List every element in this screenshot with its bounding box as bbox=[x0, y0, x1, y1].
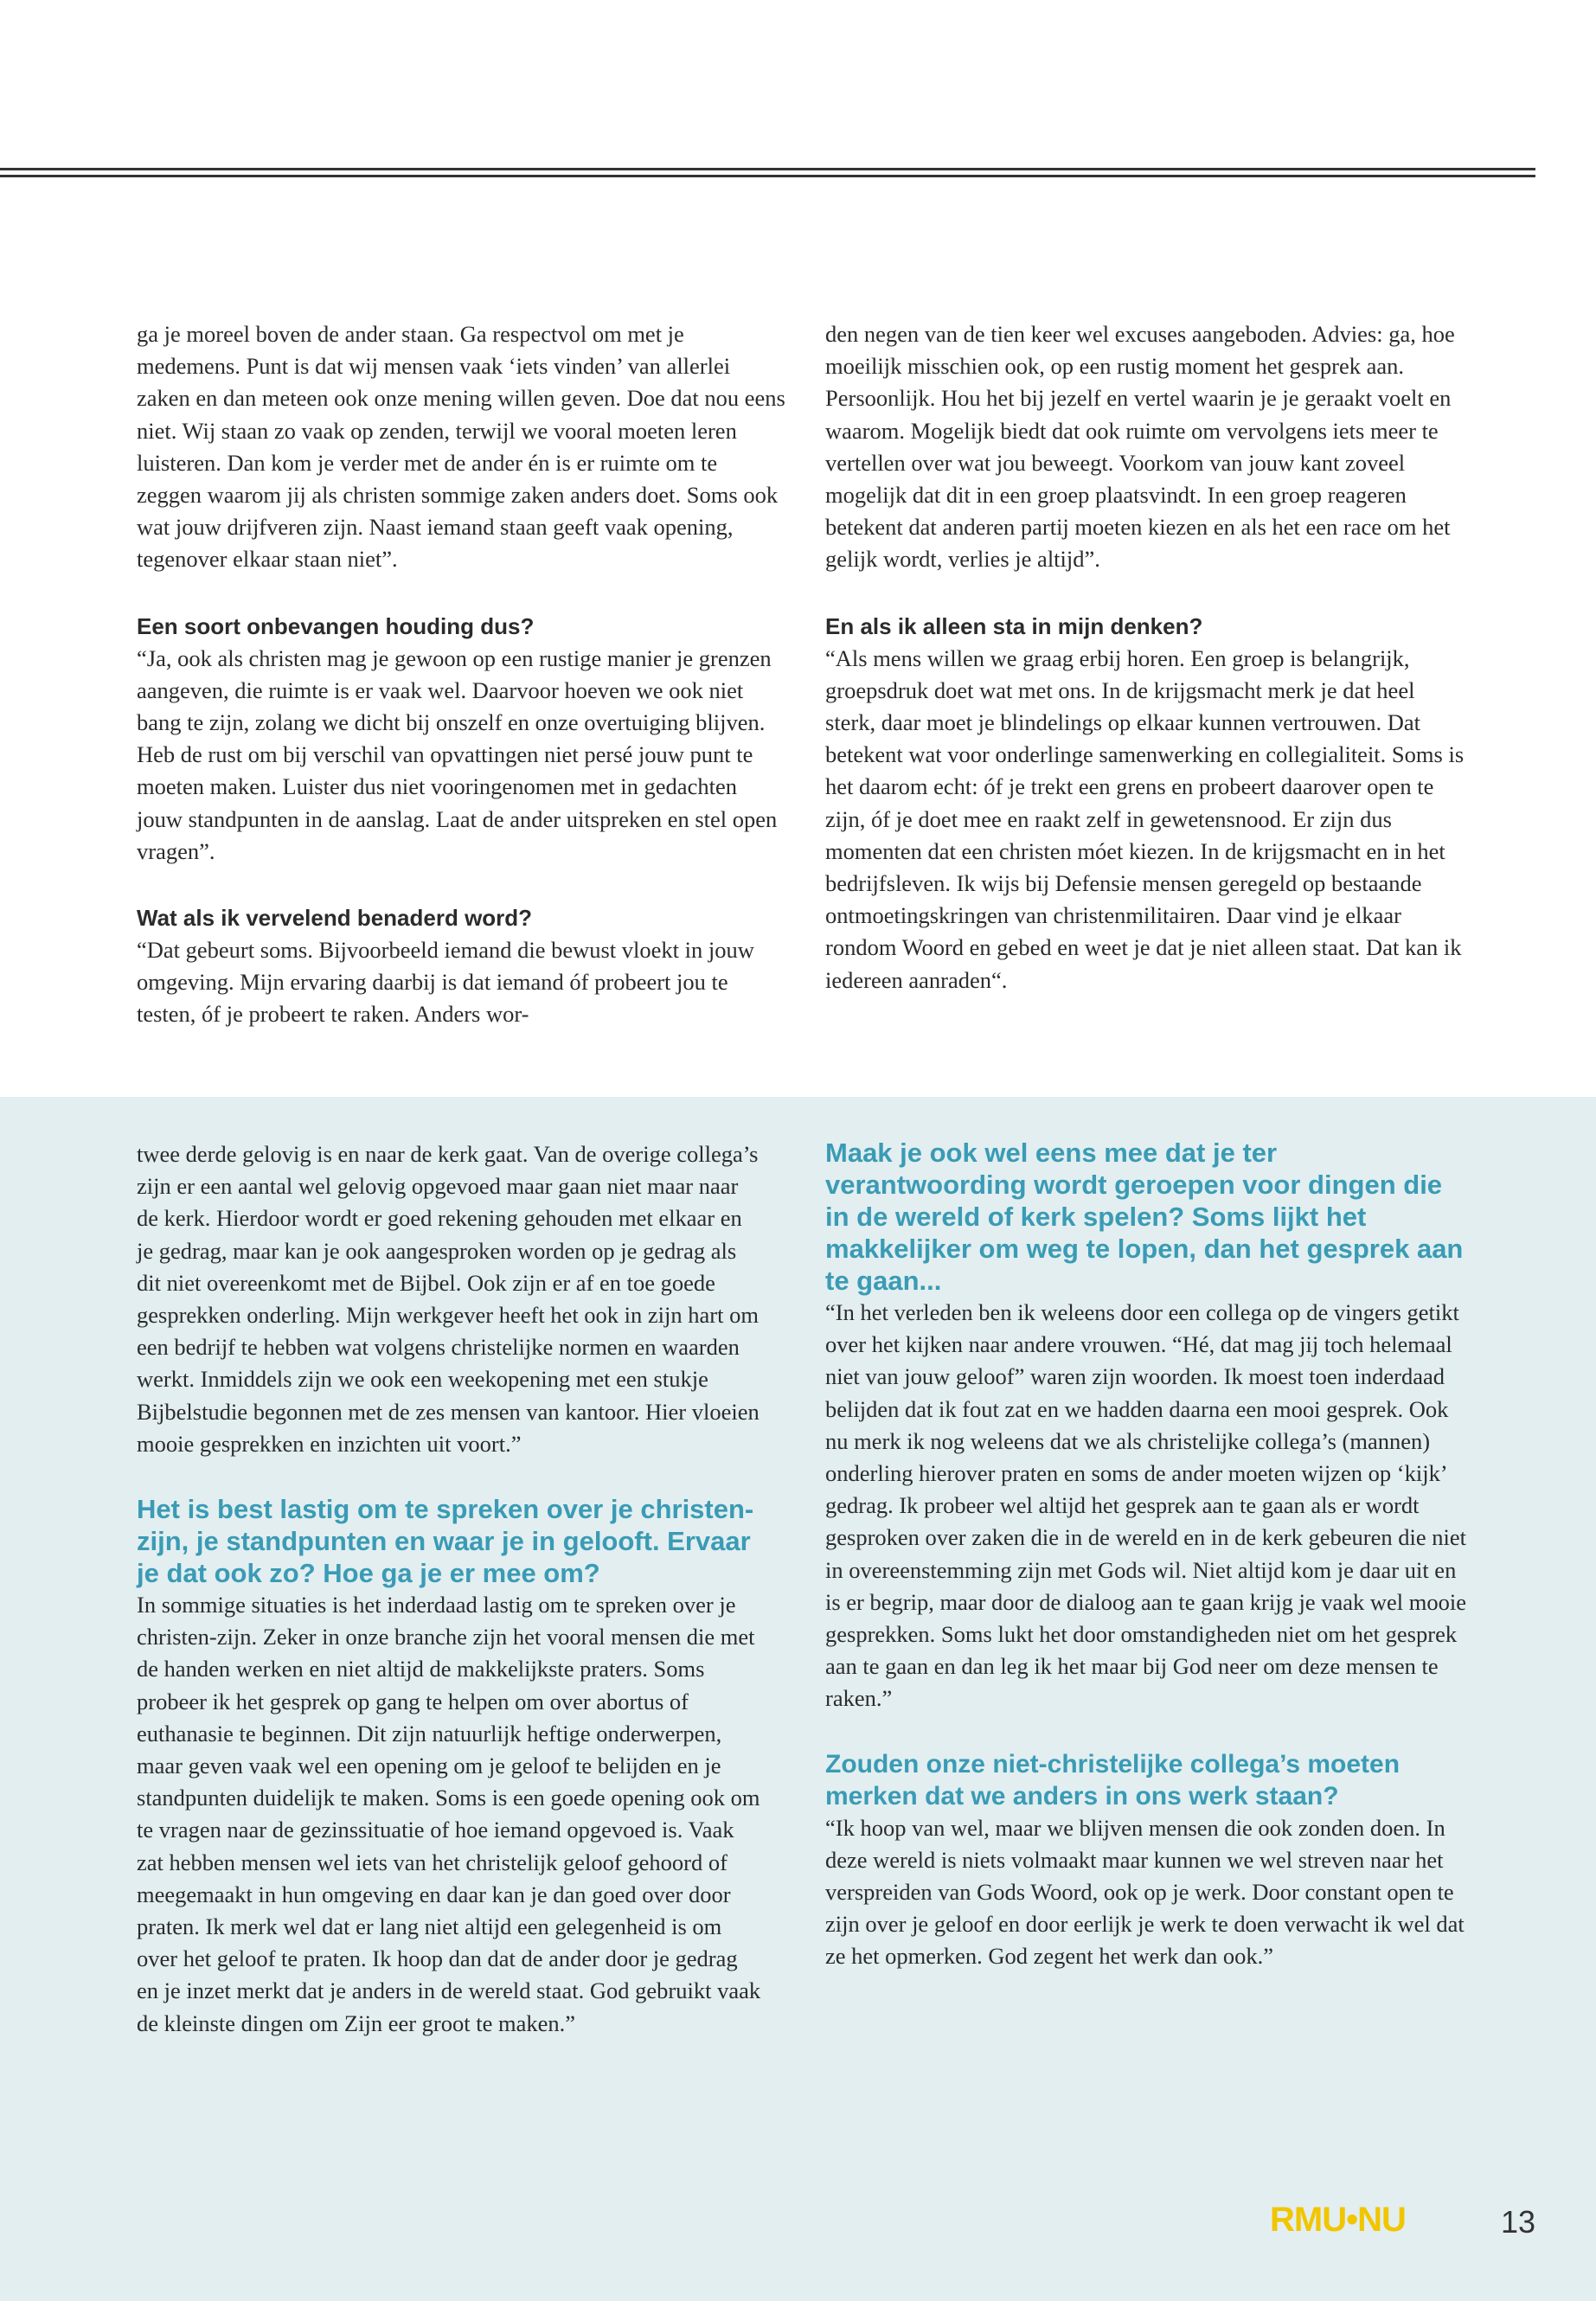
header-rule-bottom bbox=[0, 175, 1535, 177]
page-number: 13 bbox=[1501, 2204, 1536, 2240]
header-rule-top bbox=[0, 168, 1535, 170]
panel-right-column bbox=[825, 1137, 1470, 1973]
paragraph: ga je moreel boven de ander staan. Ga respectvol om met je medemens. Punt is dat wij mensen vaak ‘iets vinden’ van allerlei zaken en dan meteen ook onze mening willen geven. Doe dat nou eens niet. Wij staan zo vaak op zenden, terwijl we vooral moeten leren luisteren. Dan kom je verder met de ander én is er ruimte om te zeggen waarom jij als christen sommige zaken anders doet. Soms ook wat jouw drijfveren zijn. Naast iemand staan geeft vaak opening, tegenover elkaar staan niet”. bbox=[137, 321, 785, 573]
paragraph: “Dat gebeurt soms. Bijvoorbeeld iemand die bewust vloekt in jouw omgeving. Mijn ervaring daarbij is dat iemand óf probeert jou te testen, óf je probeert te raken. Anders wor- bbox=[137, 937, 754, 1028]
interview-question: Wat als ik vervelend benaderd word? bbox=[137, 905, 533, 932]
top-right-column bbox=[825, 318, 1470, 997]
panel-left-column bbox=[137, 1138, 764, 2040]
paragraph: “Ik hoop van wel, maar we blijven mensen die ook zonden doen. In deze wereld is niets volmaakt maar kunnen we wel streven naar het verspreiden van Gods Woord, ook op je werk. Door constant open te zijn over je geloof en door eerlijk je werk te doen verwacht ik wel dat ze het opmerken. God zegent het werk dan ook.” bbox=[825, 1814, 1465, 1970]
interview-question: Maak je ook wel eens mee dat je ter verantwoording wordt geroepen voor dingen die in de wereld of kerk spelen? Soms lijkt het makkelijker om weg te lopen, dan het gesprek aan te gaan... bbox=[825, 1138, 1464, 1296]
interview-question: Een soort onbevangen houding dus? bbox=[137, 612, 535, 639]
paragraph: “In het verleden ben ik weleens door een collega op de vingers getikt over het kijken naar andere vrouwen. “Hé, dat mag jij toch helemaal niet van jouw geloof” waren zijn woorden. Ik moest toen inderdaad belijden dat ik fout zat en we hadden daarna een mooi gesprek. Ook nu merk ik nog weleens dat we als christelijke collega’s (mannen) onderling hierover praten en soms de ander moeten wijzen op ‘kijk’ gedrag. Ik probeer wel altijd het gesprek aan te gaan als er wordt gesproken over zaken die in de wereld en in de kerk gebeuren die niet in overeenstemming zijn met Gods wil. Niet altijd kom je daar uit en is er begrip, maar door de dialoog aan te gaan krijg je vaak wel mooie gesprekken. Soms lukt het door omstandigheden niet om het gesprek aan te gaan en dan leg ik het maar bij God neer om deze mensen te raken.” bbox=[825, 1299, 1466, 1712]
interview-question: En als ik alleen sta in mijn denken? bbox=[825, 612, 1203, 639]
paragraph: den negen van de tien keer wel excuses aangeboden. Advies: ga, hoe moeilijk misschien ook, op een rustig moment het gesprek aan. Persoonlijk. Hou het bij jezelf en vertel waarin je je geraakt voelt en waarom. Mogelijk biedt dat ook ruimte om vervolgens iets meer te vertellen over wat jou beweegt. Voorkom van jouw kant zoveel mogelijk dat dit in een groep plaatsvindt. In een groep reageren betekent dat anderen partij moeten kiezen en als het een race om het gelijk wordt, verlies je altijd”. bbox=[825, 321, 1455, 573]
interview-question: Zouden onze niet-christelijke collega’s moeten merken dat we anders in ons werk staan? bbox=[825, 1749, 1401, 1811]
paragraph: twee derde gelovig is en naar de kerk gaat. Van de overige collega’s zijn er een aantal wel gelovig opgevoed maar gaan niet maar naar de kerk. Hierdoor wordt er goed rekening gehouden met elkaar en je gedrag, maar kan je ook aangesproken worden op je gedrag als dit niet overeenkomt met de Bijbel. Ook zijn er af en toe goede gesprekken onderling. Mijn werkgever heeft het ook in zijn hart om een bedrijf te hebben wat volgens christelijke normen en waarden werkt. Inmiddels zijn we ook een weekopening met een stukje Bijbelstudie begonnen met de zes mensen van kantoor. Hier vloeien mooie gesprekken en inzichten uit voort.” bbox=[137, 1141, 760, 1457]
top-left-column bbox=[137, 318, 785, 1031]
paragraph: In sommige situaties is het inderdaad lastig om te spreken over je christen-zijn. Zeker in onze branche zijn het vooral mensen die met de handen werken en niet altijd de makkelijkste praters. Soms probeer ik het gesprek op gang te helpen om over abortus of euthanasie te beginnen. Dit zijn natuurlijk heftige onderwerpen, maar geven vaak wel een opening om je geloof te belijden en je standpunten duidelijk te maken. Soms is een goede opening ook om te vragen naar de gezinssituatie of hoe iemand opgevoed is. Vaak zat hebben mensen wel iets van het christelijk geloof gehoord of meegemaakt in hun omgeving en daar kan je dan goed over door praten. Ik merk wel dat er lang niet altijd een gelegenheid is om over het geloof te praten. Ik hoop dan dat de ander door je gedrag en je inzet merkt dat je anders in de wereld staat. God gebruikt vaak de kleinste dingen om Zijn eer groot te maken.” bbox=[137, 1592, 761, 2036]
rmu-nu-logo: RMU•NU bbox=[1270, 2201, 1406, 2239]
paragraph: “Ja, ook als christen mag je gewoon op een rustige manier je grenzen aangeven, die ruimte is er vaak wel. Daarvoor hoeven we ook niet bang te zijn, zolang we dicht bij onszelf en onze overtuiging blijven. Heb de rust om bij verschil van opvattingen niet persé jouw punt te moeten maken. Luister dus niet vooringenomen met in gedachten jouw standpunten in de aanslag. Laat de ander uitspreken en stel open vragen”. bbox=[137, 644, 778, 864]
paragraph: “Als mens willen we graag erbij horen. Een groep is belangrijk, groepsdruk doet wat met ons. In de krijgsmacht merk je dat heel sterk, daar moet je blindelings op elkaar kunnen vertrouwen. Dat betekent wat voor onderlinge samenwerking en collegialiteit. Soms is het daarom echt: óf je trekt een grens en probeert daarover open te zijn, óf je doet mee en raakt zelf in gewetensnood. Er zijn dus momenten dat een christen móet kiezen. In de krijgsmacht en in het bedrijfsleven. Ik wijs bij Defensie mensen geregeld op bestaande ontmoetingskringen van christenmilitairen. Daar vind je elkaar rondom Woord en gebed en weet je dat je niet alleen staat. Dat kan ik iedereen aanraden“. bbox=[825, 644, 1465, 993]
interview-question: Het is best lastig om te spreken over je christen-zijn, je standpunten en waar je in gelooft. Ervaar je dat ook zo? Hoe ga je er mee om? bbox=[137, 1494, 754, 1589]
